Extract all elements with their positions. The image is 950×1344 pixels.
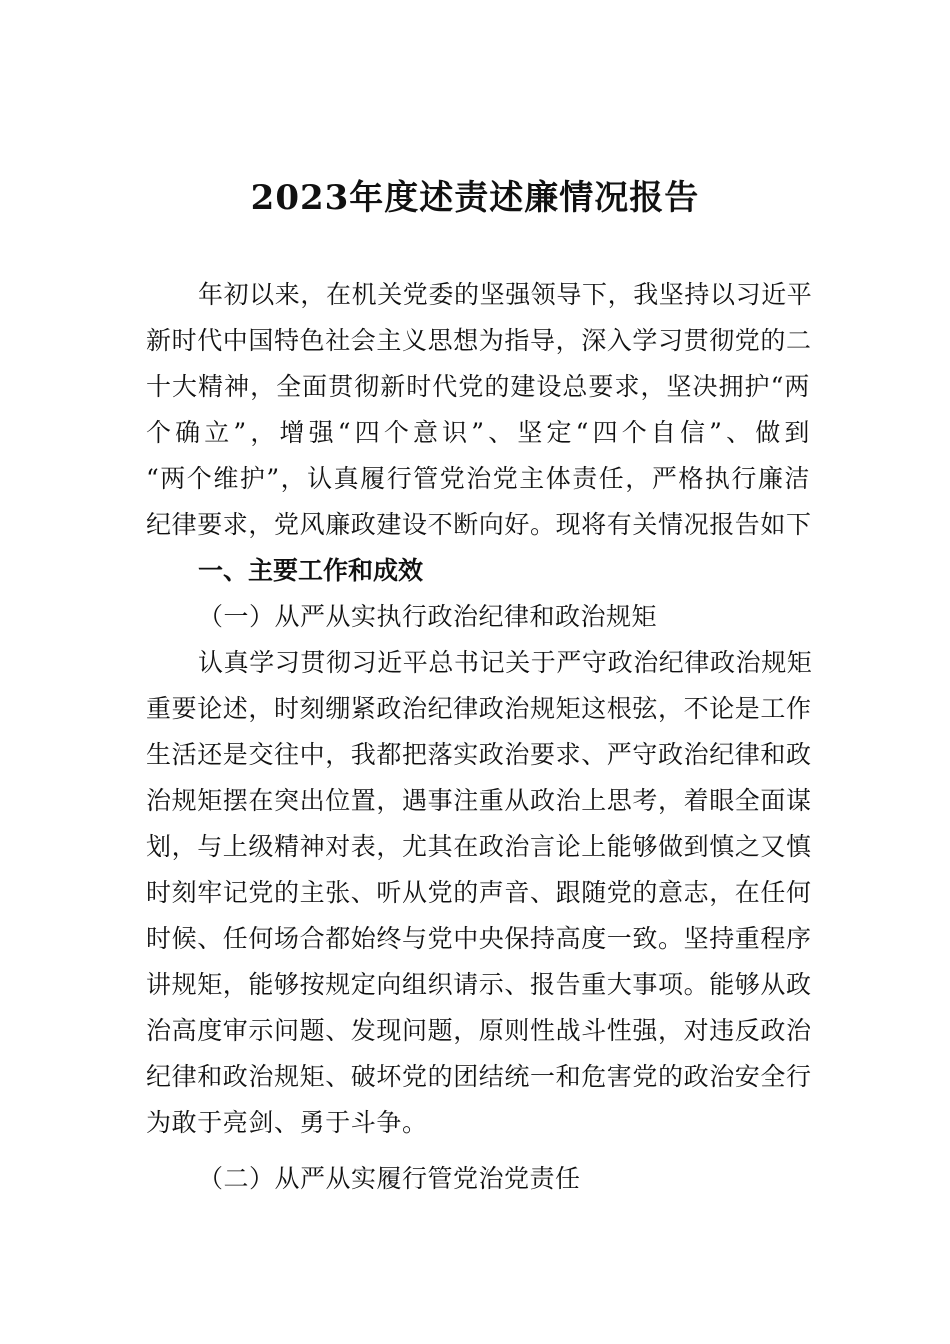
intro-line: 个确立”，增强“四个意识”、坚定“四个自信”、做到 [146, 418, 810, 447]
subsection-heading: （一）从严从实执行政治纪律和政治规矩 [198, 602, 658, 631]
document-title: 2023年度述责述廉情况报告 [250, 178, 700, 218]
intro-line: 新时代中国特色社会主义思想为指导，深入学习贯彻党的二 [146, 326, 812, 355]
paragraph-line: 划，与上级精神对表，尤其在政治言论上能够做到慎之又慎 [146, 832, 812, 861]
paragraph-line: 重要论述，时刻绷紧政治纪律政治规矩这根弦，不论是工作 [146, 694, 812, 723]
section-heading: 一、主要工作和成效 [198, 556, 424, 585]
intro-line: “两个维护”，认真履行管党治党主体责任，严格执行廉洁 [146, 464, 810, 493]
spacer [146, 1146, 810, 1156]
paragraph-line: 时候、任何场合都始终与党中央保持高度一致。坚持重程序 [146, 924, 812, 953]
paragraph-line: 治高度审示问题、发现问题，原则性战斗性强，对违反政治 [146, 1016, 812, 1045]
intro-line: 纪律要求，党风廉政建设不断向好。现将有关情况报告如下 [146, 510, 812, 539]
intro-line: 十大精神，全面贯彻新时代党的建设总要求，坚决拥护“两 [146, 372, 810, 401]
paragraph-line: 讲规矩，能够按规定向组织请示、报告重大事项。能够从政 [146, 970, 812, 999]
paragraph-line: 时刻牢记党的主张、听从党的声音、跟随党的意志，在任何 [146, 878, 812, 907]
paragraph-line: 治规矩摆在突出位置，遇事注重从政治上思考，着眼全面谋 [146, 786, 812, 815]
paragraph-line: 生活还是交往中，我都把落实政治要求、严守政治纪律和政 [146, 740, 812, 769]
document-body [146, 272, 813, 1202]
paragraph-line: 为敢于亮剑、勇于斗争。 [146, 1108, 428, 1137]
paragraph-line: 认真学习贯彻习近平总书记关于严守政治纪律政治规矩 [198, 648, 813, 677]
intro-line: 年初以来，在机关党委的坚强领导下，我坚持以习近平 [198, 280, 813, 309]
subsection-heading: （二）从严从实履行管党治党责任 [198, 1164, 581, 1193]
paragraph-line: 纪律和政治规矩、破坏党的团结统一和危害党的政治安全行 [146, 1062, 812, 1091]
